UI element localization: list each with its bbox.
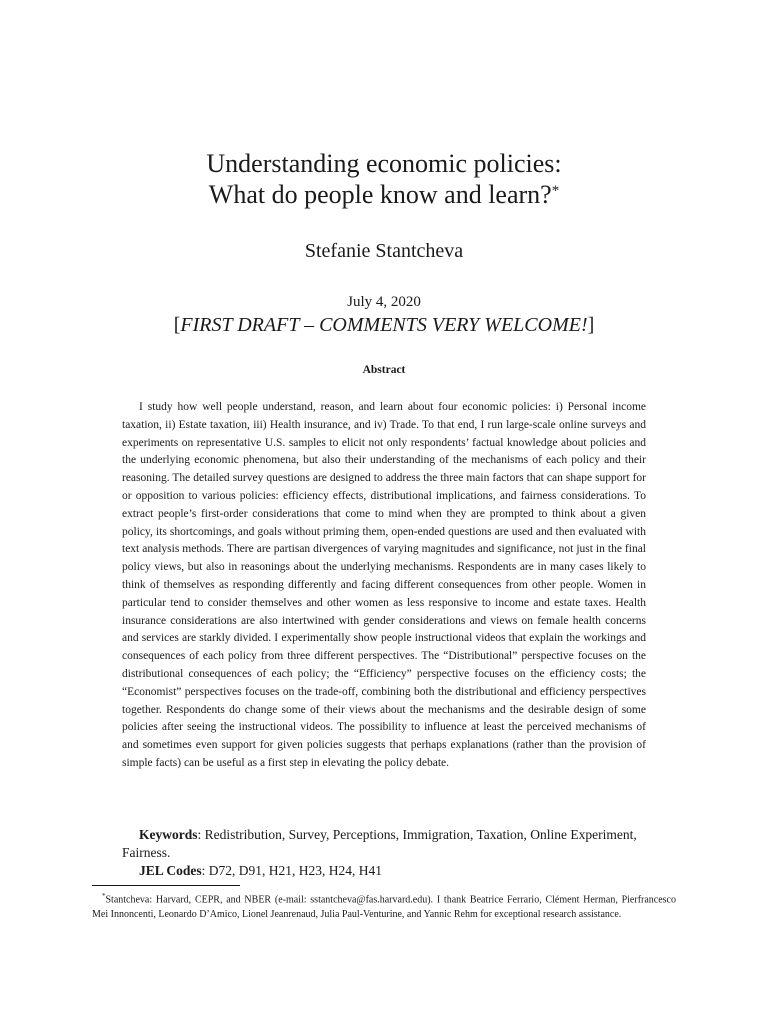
title-footnote-mark: * (551, 183, 560, 199)
abstract-body: I study how well people understand, reason, and learn about four economic policies: i) Personal income taxation, ii) Estate taxation, iii) Health insurance, and iv) Trade. To that end, I run large-scale online surveys and experiments on representative U.S. samples to elicit not only respondents’ factual knowledge about policies and the underlying economic phenomena, but also their understanding of the mechanisms of each policy and their reasoning. The detailed survey questions are designed to address the three main factors that can shape support for or opposition to various policies: efficiency effects, distributional implications, and fairness considerations. To extract people’s first-order considerations that come to mind when they are prompted to think about a given policy, its shortcomings, and goals without priming them, open-ended questions are used and then evaluated with text analysis methods. There are partisan divergences of varying magnitudes and significance, not just in the final policy views, but also in reasonings about the underlying mechanisms. Respondents are in many cases likely to think of themselves as responding differently and facing different consequences from other people. Women in particular tend to consider themselves and other women as less responsive to income and estate taxes. Health insurance considerations are also intertwined with gender considerations and views on female health concerns and services are starkly divided. I experimentally show people instructional videos that explain the workings and consequences of each policy from three different perspectives. The “Distributional” perspective focuses on the distributional consequences of each policy; the “Efficiency” perspective focuses on the efficiency costs; the “Economist” perspectives focuses on the trade-off, combining both the distributional and efficiency perspectives together. Respondents do change some of their views about the mechanisms and the desirable design of some policies after seeing the instructional videos. The possibility to influence at least the perceived mechanisms of and sometimes even support for given policies suggests that perhaps explanations (rather than the provision of simple facts) can be useful as a first step in elevating the policy debate. (122, 401, 646, 769)
title-line-2 (0, 179, 768, 210)
footnote-mark: * (102, 892, 106, 900)
footnote-divider (92, 885, 240, 886)
keywords-line (122, 826, 646, 862)
author-name: Stefanie Stantcheva (304, 240, 464, 262)
draft-close-bracket: ] (587, 314, 595, 336)
title-line-1: Understanding economic policies: (206, 149, 562, 178)
paper-title (0, 148, 768, 210)
keywords-label: Keywords (139, 827, 198, 842)
jel-codes-text: : D72, D91, H21, H23, H24, H41 (201, 863, 383, 878)
draft-open-bracket: [ (173, 314, 181, 336)
draft-notice-text: FIRST DRAFT – COMMENTS VERY WELCOME! (180, 314, 588, 336)
jel-codes-label: JEL Codes (139, 863, 202, 878)
title-line-2-text: What do people know and learn? (208, 180, 552, 209)
jel-codes-line (122, 862, 646, 880)
paper-date: July 4, 2020 (347, 294, 421, 310)
abstract-heading: Abstract (362, 364, 406, 376)
keywords-text: : Redistribution, Survey, Perceptions, Immigration, Taxation, Online Experiment, Fairness. (122, 827, 637, 860)
footnote (92, 889, 676, 922)
footnote-text: Stantcheva: Harvard, CEPR, and NBER (e-mail: sstantcheva@fas.harvard.edu). I thank Beatrice Ferrario, Clément Herman, Pierfrancesco Mei Innoncenti, Leonardo D’Amico, Lionel Jeanrenaud, Julia Paul-Venturine, and Yannic Rehm for exceptional research assistance. (92, 894, 676, 921)
draft-notice (0, 314, 768, 337)
